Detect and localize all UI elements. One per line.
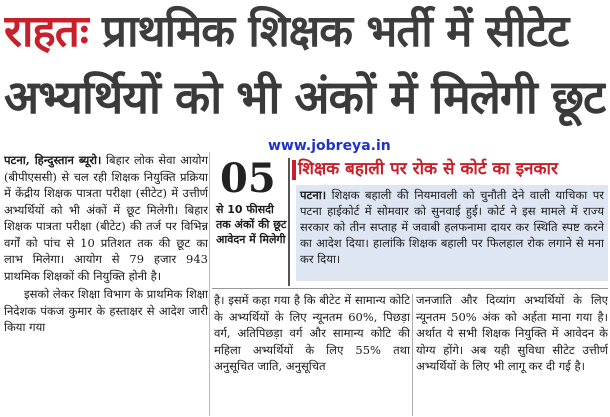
headline-line-1-text: प्राथमिक शिक्षक भर्ती में सीटेट — [87, 6, 569, 57]
column-divider-right — [412, 294, 413, 416]
stat-caption: से 10 फीसदी तक अंकों की छूट आवेदन में मिलेगी — [216, 203, 287, 246]
sidebar-story-body — [296, 185, 608, 281]
headline-line-1 — [4, 2, 606, 64]
right-column: जनजाति और दिव्यांग अभ्यर्थियों के लिए न्यूनतम 50% अंक को अर्हता माना गया है। अर्थात ये सभी शिक्षक नियुक्ति में आवेदन के योग्य होंगे। अब यही सुविधा सीटेट उत्तीर्ण अभ्यर्थियों के लिए भी लागू कर दी गई है। — [416, 293, 608, 373]
column-divider-left — [209, 152, 210, 416]
sidebar-story-headline: शिक्षक बहाली पर रोक से कोर्ट का इनकार — [296, 157, 606, 183]
middle-column: है। इसमें कहा गया है कि बीटेट में सामान्य कोटि के अभ्यर्थियों के लिए न्यूनतम 60%, पिछड़ा वर्ग, अतिपिछड़ा वर्ग और सामान्य कोटि की महिला अभ्यर्थियों के लिए 55% तथा अनुसूचित जाति, अनुसूचित — [214, 293, 410, 373]
stat-number: 05 — [220, 155, 276, 202]
left-para-1 — [4, 152, 208, 284]
left-para-1-text: बिहार लोक सेवा आयोग (बीपीएससी) से चल रही शिक्षक नियुक्ति प्रक्रिया में केंद्रीय शिक्षक पात्रता परीक्षा (सीटेट) में उत्तीर्ण अभ्यर्थियों को भी अंकों में छूट मिलेगी। बिहार शिक्षक पात्रता परीक्षा (बीटेट) की तर्ज पर विभिन्न वर्गों को पांच से 10 प्रतिशत तक की छूट का लाभ मिलेगा। आयोग से 79 हजार 943 प्राथमिक शिक्षकों की नियुक्ति होनी है। — [4, 153, 208, 283]
sidebar-story-text: शिक्षक बहाली की नियमावली को चुनौती देने वाली याचिका पर पटना हाईकोर्ट में सोमवार को सुनवाई हुई। कोर्ट ने इस मामले में राज्य सरकार को तीन सप्ताह में जवाबी हलफनामा दायर कर स्थिति स्पष्ट करने का आदेश दिया। हालांकि शिक्षक बहाली पर फिलहाल रोक लगाने से मना कर दिया। — [300, 188, 604, 266]
watermark-link[interactable]: www.jobreya.in — [268, 138, 391, 154]
left-para-2: इसको लेकर शिक्षा विभाग के प्राथमिक शिक्षा निदेशक पंकज कुमार के हस्ताक्षर से आदेश जारी किया गया — [4, 287, 208, 334]
stat-box — [214, 155, 290, 286]
left-column — [4, 152, 208, 417]
headline-line-2: अभ्यर्थियों को भी अंकों में मिलेगी छूट — [4, 70, 606, 124]
headline-prefix: राहतः — [4, 6, 88, 57]
dateline: पटना, हिन्दुस्तान ब्यूरो। — [4, 153, 102, 167]
section-divider — [212, 288, 608, 289]
sidebar-dateline: पटना। — [300, 188, 327, 202]
